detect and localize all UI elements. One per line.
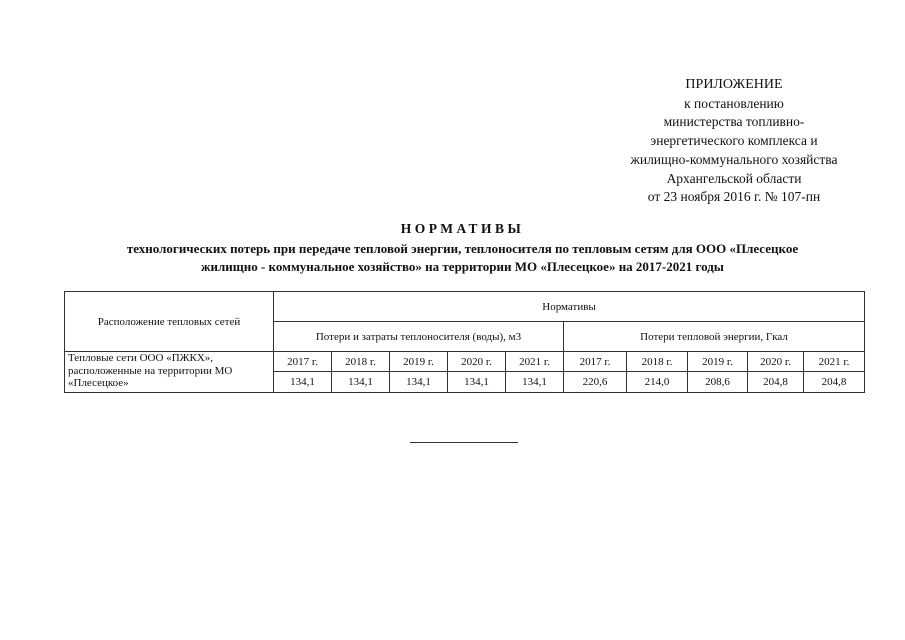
heat-value-2017: 220,6 bbox=[564, 372, 627, 393]
year-header-heat-2017: 2017 г. bbox=[564, 352, 627, 372]
year-header-water-2020: 2020 г. bbox=[448, 352, 506, 372]
appendix-line: министерства топливно- bbox=[663, 114, 805, 130]
water-value-2021: 134,1 bbox=[506, 372, 564, 393]
water-loss-group-header: Потери и затраты теплоносителя (воды), м3 bbox=[274, 322, 564, 352]
appendix-heading: ПРИЛОЖЕНИЕ bbox=[685, 77, 783, 92]
heat-value-2021: 204,8 bbox=[804, 372, 865, 393]
years-row bbox=[65, 352, 865, 372]
water-value-2020: 134,1 bbox=[448, 372, 506, 393]
closing-separator-line bbox=[410, 442, 518, 443]
year-header-heat-2020: 2020 г. bbox=[748, 352, 804, 372]
year-header-water-2018: 2018 г. bbox=[332, 352, 390, 372]
heat-value-2018: 214,0 bbox=[627, 372, 688, 393]
location-header: Расположение тепловых сетей bbox=[65, 292, 274, 352]
norms-header: Нормативы bbox=[274, 292, 865, 322]
document-subtitle bbox=[60, 240, 865, 276]
appendix-line: энергетического комплекса и bbox=[650, 133, 818, 149]
document-title: НОРМАТИВЫ bbox=[400, 221, 525, 236]
norms-table bbox=[64, 291, 865, 393]
heat-value-2020: 204,8 bbox=[748, 372, 804, 393]
heat-value-2019: 208,6 bbox=[688, 372, 748, 393]
year-header-water-2021: 2021 г. bbox=[506, 352, 564, 372]
year-header-heat-2021: 2021 г. bbox=[804, 352, 865, 372]
appendix-line: жилищно-коммунального хозяйства bbox=[630, 151, 838, 167]
appendix-date-line: от 23 ноября 2016 г. № 107-пн bbox=[647, 189, 821, 205]
heat-loss-group-header: Потери тепловой энергии, Гкал bbox=[564, 322, 865, 352]
year-header-water-2019: 2019 г. bbox=[390, 352, 448, 372]
appendix-line: Архангельской области bbox=[666, 170, 802, 186]
year-header-heat-2019: 2019 г. bbox=[688, 352, 748, 372]
header-row-1 bbox=[65, 292, 865, 322]
year-header-heat-2018: 2018 г. bbox=[627, 352, 688, 372]
appendix-line: к постановлению bbox=[684, 95, 784, 111]
water-value-2018: 134,1 bbox=[332, 372, 390, 393]
appendix-block bbox=[600, 76, 868, 207]
water-value-2017: 134,1 bbox=[274, 372, 332, 393]
water-value-2019: 134,1 bbox=[390, 372, 448, 393]
subtitle-line-1: технологических потерь при передаче тепловой энергии, теплоносителя по тепловым сетям для ООО «Плесецкое bbox=[126, 241, 799, 256]
year-header-water-2017: 2017 г. bbox=[274, 352, 332, 372]
location-cell: Тепловые сети ООО «ПЖКХ», расположенные на территории МО «Плесецкое» bbox=[65, 352, 274, 393]
subtitle-line-2: жилищно - коммунальное хозяйство» на территории МО «Плесецкое» на 2017-2021 годы bbox=[201, 259, 724, 274]
